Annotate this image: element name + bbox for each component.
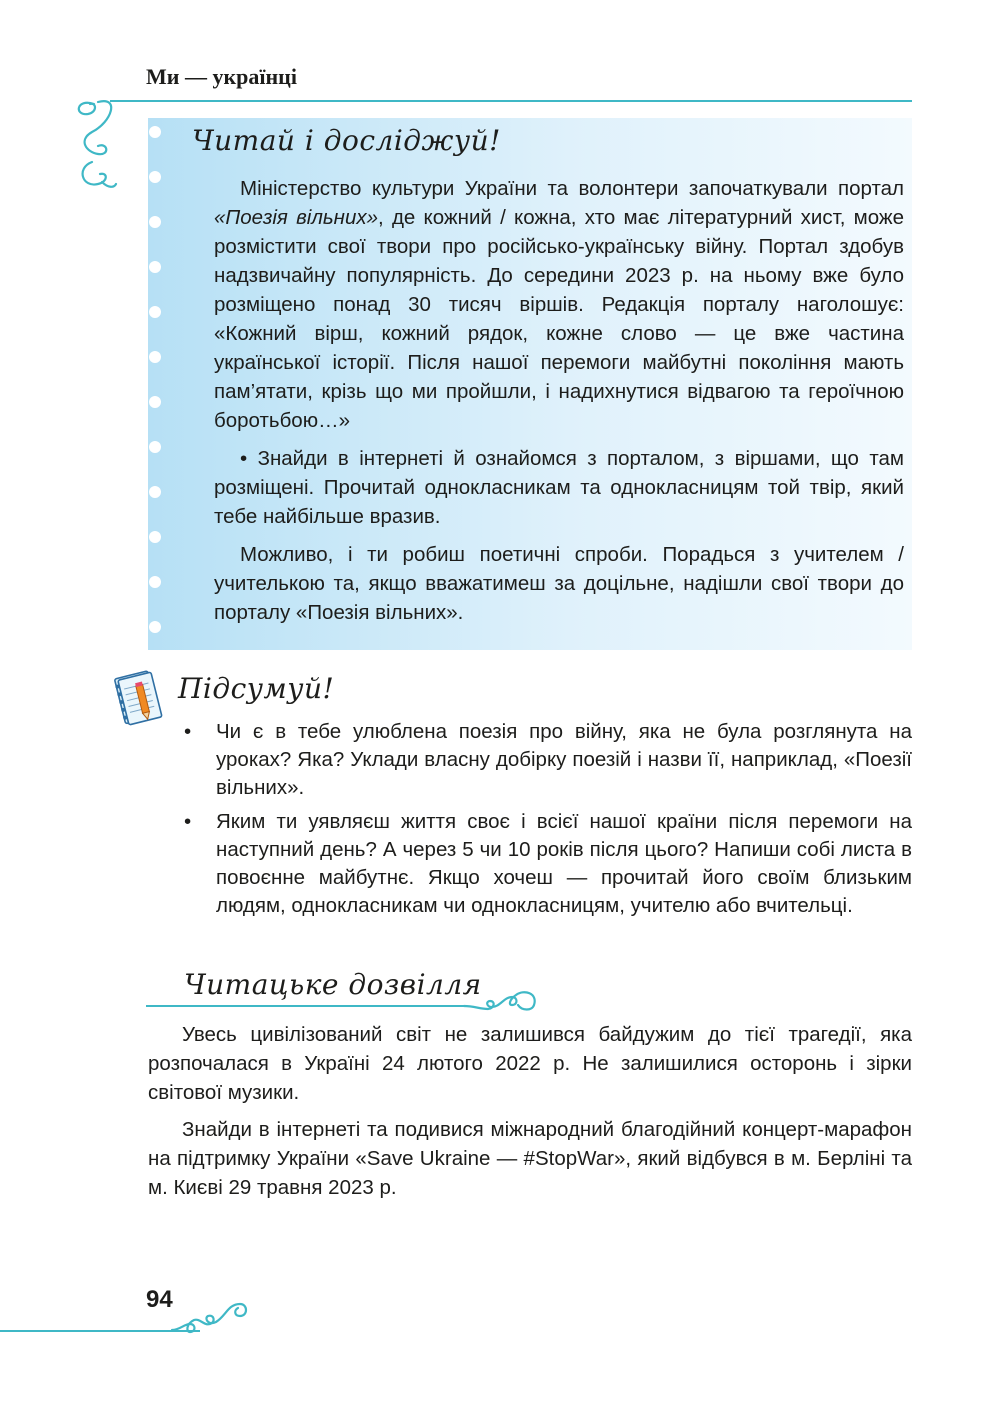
decorative-swirl-icon	[462, 985, 542, 1019]
decorative-swirl-icon	[68, 92, 128, 202]
task-paragraph: • Знайди в інтернеті й ознайомся з порталом, з віршами, що там розміщені. Прочитай однокласникам та однокласницям той твір, який тебе найбільше вразив.	[214, 447, 904, 528]
summary-list	[182, 718, 912, 920]
bullet: •	[184, 810, 192, 833]
portal-name: «Поезія вільних»	[214, 206, 379, 229]
portal-paragraph: Міністерство культури України та волонтери започаткували портал «Поезія вільних», де кожний / кожна, хто має літературний хист, може розмістити свої твори про російсько-українську війну. Портал здобув надзвичайну популярність. До середини 2023 р. на ньому вже було розміщено понад 30 тисяч віршів. Редакція порталу наголошує: «Кожний вірш, кожний рядок, кожне слово — це вже частина української історії. Після нашої перемоги майбутні покоління мають пам’ятати, крізь що ми пройшли, і надихнутися відвагою та героїчною боротьбою…»	[214, 177, 904, 432]
header-rule	[110, 100, 912, 102]
read-section-heading: Читай і досліджуй!	[192, 124, 501, 157]
leisure-text	[148, 1020, 912, 1202]
notebook-pencil-icon	[112, 668, 164, 730]
summary-heading: Підсумуй!	[178, 672, 335, 705]
summary-item-2: • Яким ти уявляєш життя своє і всієї нашої країни після перемоги на наступний день? А через 5 чи 10 років після цього? Напиши собі листа в повоєнне майбутнє. Якщо хочеш — прочитай його своїм близьким людям, однокласникам чи однокласницям, учителю або вчительці.	[184, 810, 912, 917]
summary-item-1: • Чи є в тебе улюблена поезія про війну, яка не була розглянута на уроках? Яка? Уклади власну добірку поезій і назви її, наприклад, «Поезії вільних».	[184, 720, 912, 799]
leisure-heading: Читацьке дозвілля	[184, 968, 482, 1001]
advice-paragraph: Можливо, і ти робиш поетичні спроби. Порадься з учителем / учителькою та, якщо вважатимеш за доцільне, надішли свої твори до порталу «Поезія вільних».	[214, 543, 904, 624]
decorative-swirl-icon	[170, 1296, 250, 1336]
leisure-heading-rule	[146, 1005, 466, 1007]
leisure-paragraph-1: Увесь цивілізований світ не залишився байдужим до тієї трагедії, яка розпочалася в Україні 24 лютого 2022 р. Не залишилися осторонь і зірки світової музики.	[148, 1023, 912, 1104]
read-and-explore-box	[148, 118, 912, 650]
leisure-paragraph-2: Знайди в інтернеті та подивися міжнародний благодійний концерт-марафон на підтримку України «Save Ukraine — #StopWar», який відбувся в м. Берліні та м. Києві 29 травня 2023 р.	[148, 1118, 912, 1199]
running-header-title: Ми — українці	[146, 64, 297, 89]
notebook-holes	[148, 118, 164, 650]
read-section-text	[214, 174, 904, 627]
bullet: •	[184, 720, 192, 743]
page-number: 94	[146, 1286, 173, 1313]
